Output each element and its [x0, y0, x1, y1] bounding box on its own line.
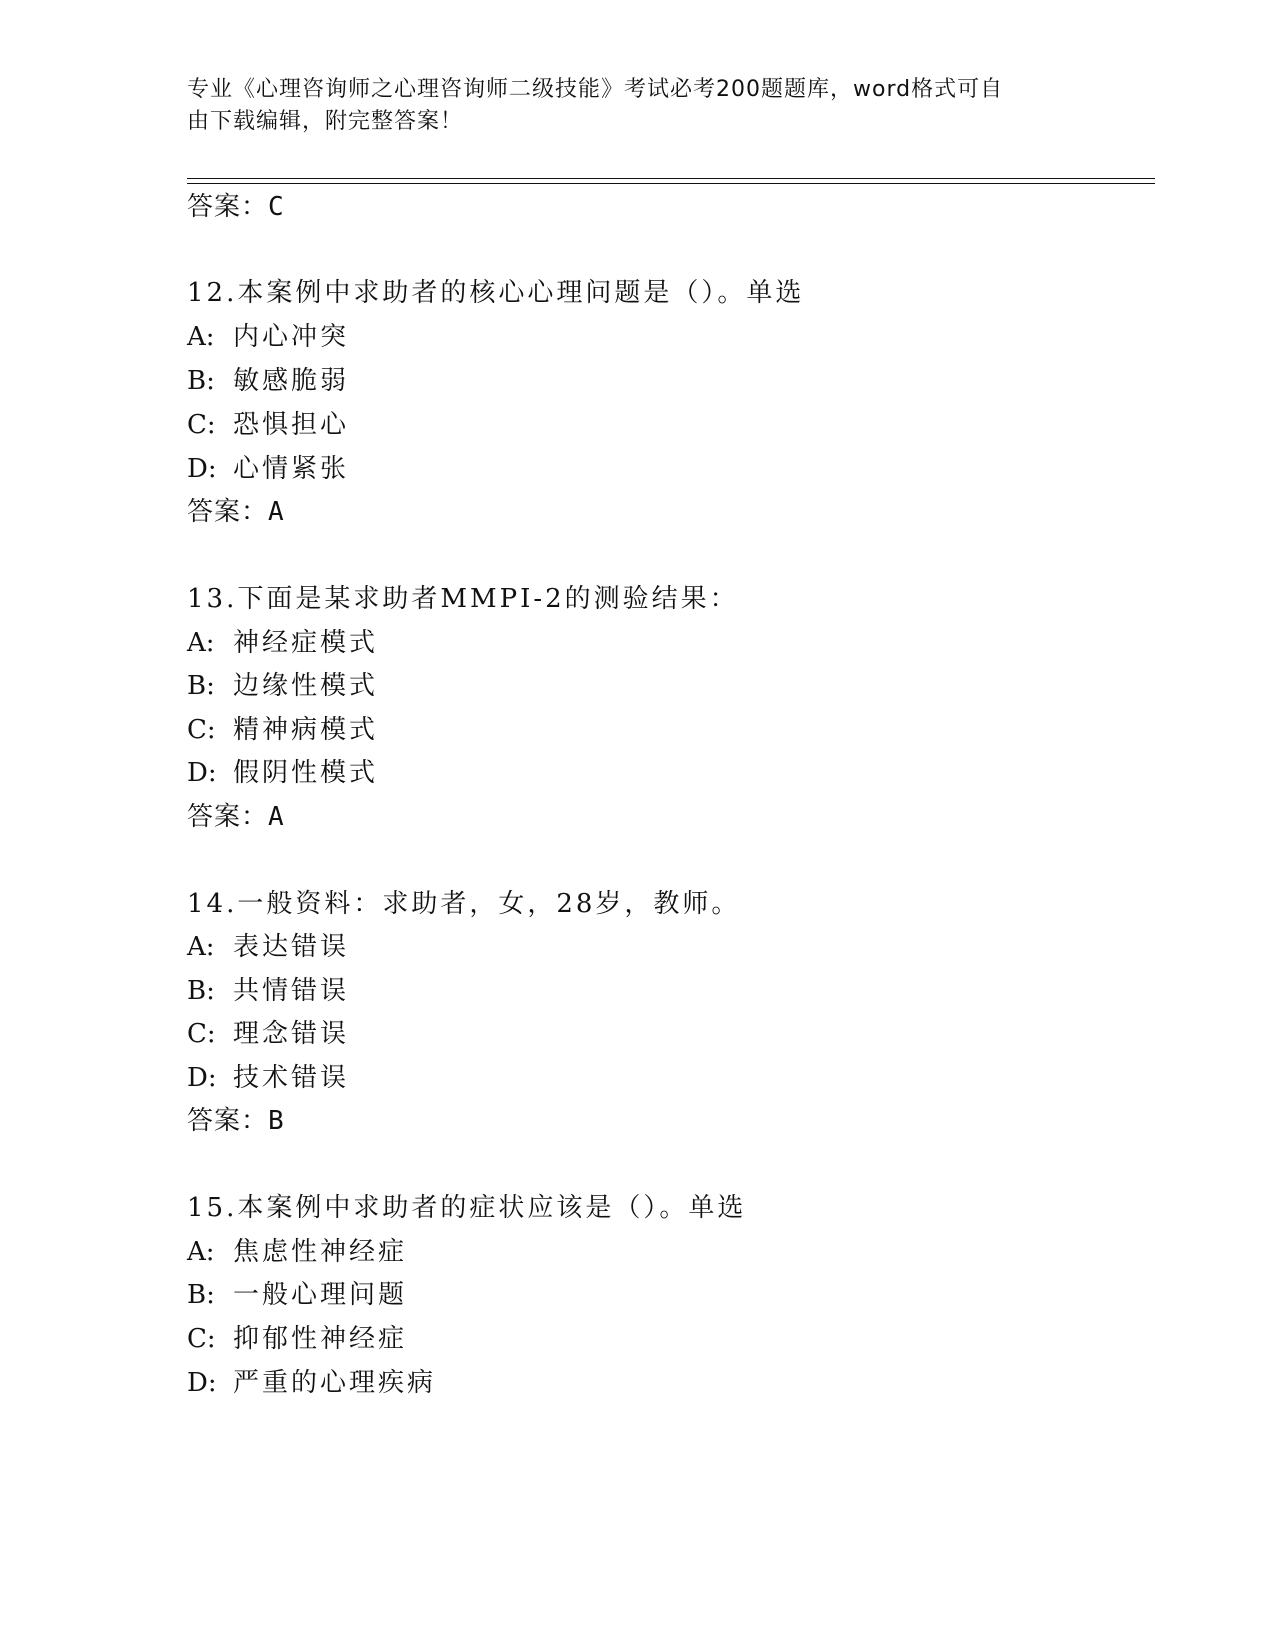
option-letter: C:	[187, 1324, 216, 1354]
option-text: 共情错误	[233, 976, 350, 1006]
option-text: 恐惧担心	[233, 410, 350, 440]
option-text: 神经症模式	[233, 628, 379, 658]
option-d	[187, 752, 378, 789]
answer-label: 答案：	[187, 497, 269, 527]
option-letter: A:	[187, 1237, 215, 1267]
option-letter: B:	[187, 366, 215, 396]
question-stem: 14.一般资料：求助者，女，28岁，教师。	[187, 889, 741, 919]
option-d	[187, 448, 349, 485]
option-letter: C:	[187, 410, 216, 440]
option-d	[187, 1362, 436, 1399]
question-stem: 13.下面是某求助者MMPI-2的测验结果：	[187, 584, 739, 614]
option-text: 抑郁性神经症	[233, 1324, 408, 1354]
answer-value: A	[268, 497, 285, 527]
option-letter: A:	[187, 932, 215, 962]
option-d	[187, 1057, 349, 1094]
option-letter: C:	[187, 715, 216, 745]
option-letter: B:	[187, 976, 215, 1006]
header-line-2: 由下载编辑，附完整答案！	[187, 109, 464, 134]
answer-label: 答案：	[187, 1106, 269, 1136]
option-letter: D:	[187, 1368, 217, 1398]
answer-value: A	[268, 802, 285, 832]
document-header	[187, 74, 1067, 138]
option-letter: B:	[187, 671, 215, 701]
option-c	[187, 1013, 349, 1050]
option-text: 严重的心理疾病	[233, 1368, 437, 1398]
option-text: 表达错误	[233, 932, 350, 962]
option-text: 一般心理问题	[233, 1280, 408, 1310]
option-c	[187, 709, 378, 746]
option-letter: D:	[187, 1063, 217, 1093]
answer-value: B	[268, 1106, 285, 1136]
header-divider-bottom	[187, 183, 1155, 184]
answer-value: C	[268, 192, 285, 222]
option-text: 假阴性模式	[233, 758, 379, 788]
option-a	[187, 1231, 407, 1268]
option-text: 理念错误	[233, 1019, 350, 1049]
option-a	[187, 622, 378, 659]
answer-line	[187, 796, 285, 833]
option-text: 边缘性模式	[233, 671, 379, 701]
answer-line	[187, 186, 285, 223]
option-letter: D:	[187, 758, 217, 788]
option-text: 技术错误	[233, 1063, 350, 1093]
option-letter: D:	[187, 454, 217, 484]
header-line-1: 专业《心理咨询师之心理咨询师二级技能》考试必考200题题库，word格式可自	[187, 77, 1004, 102]
option-a	[187, 926, 349, 963]
answer-line	[187, 491, 285, 528]
question-stem: 12.本案例中求助者的核心心理问题是（）。单选	[187, 278, 805, 308]
option-text: 精神病模式	[233, 715, 379, 745]
option-letter: B:	[187, 1280, 215, 1310]
option-c	[187, 404, 349, 441]
option-b	[187, 1274, 407, 1311]
question-stem: 15.本案例中求助者的症状应该是（）。单选	[187, 1193, 747, 1223]
option-b	[187, 360, 349, 397]
option-letter: C:	[187, 1019, 216, 1049]
option-text: 内心冲突	[233, 322, 350, 352]
option-b	[187, 665, 378, 702]
option-text: 心情紧张	[233, 454, 350, 484]
option-a	[187, 316, 349, 353]
option-text: 焦虑性神经症	[233, 1237, 408, 1267]
option-text: 敏感脆弱	[233, 366, 350, 396]
answer-label: 答案：	[187, 802, 269, 832]
option-letter: A:	[187, 628, 215, 658]
answer-label: 答案：	[187, 192, 269, 222]
header-divider-top	[187, 178, 1155, 179]
answer-line	[187, 1100, 285, 1137]
option-b	[187, 970, 349, 1007]
option-letter: A:	[187, 322, 215, 352]
option-c	[187, 1318, 407, 1355]
